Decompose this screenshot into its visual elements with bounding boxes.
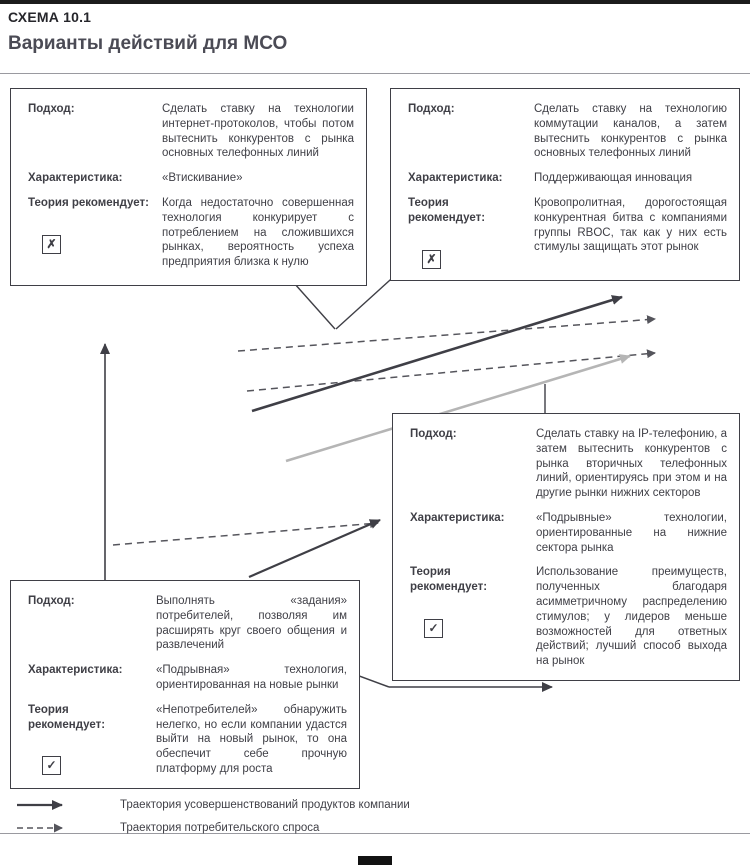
characteristic-value: Поддерживающая инновация [534, 172, 693, 185]
dashed-arrow-icon [16, 822, 74, 834]
characteristic-label: Характеристика: [28, 172, 123, 185]
characteristic-value: «Подрывная» технология, ориентированная на новые рынки [156, 664, 347, 691]
legend-row-solid [16, 794, 410, 815]
approach-value: Сделать ставку на IP-телефонию, а затем вытеснить конкурентов с рынка вторичных телефонных линий, ориентируясь при этом и на другие рынки нижних секторов [536, 428, 727, 500]
demand-dashed-arrow-upper-2 [247, 353, 655, 391]
approach-label: Подход: [28, 595, 75, 607]
check-checkbox-icon: ✓ [42, 756, 61, 775]
characteristic-row [408, 171, 727, 186]
characteristic-value: «Подрывные» технологии, ориентированные на нижние сектора рынка [536, 511, 727, 554]
theory-label: Теория рекомендует: [28, 196, 150, 209]
option-box-mid-right [392, 413, 740, 681]
page-title: Варианты действий для МСО [8, 33, 288, 54]
legend-solid-label: Траектория усовершенствований продуктов компании [120, 798, 410, 811]
scheme-number: СХЕМА 10.1 [8, 9, 92, 25]
characteristic-row [28, 663, 347, 693]
theory-row [408, 196, 727, 269]
approach-label: Подход: [408, 103, 455, 115]
connector-top-left-box [294, 283, 335, 329]
demand-dashed-arrow-upper-1 [238, 319, 655, 351]
approach-label: Подход: [28, 103, 75, 115]
theory-value: Когда недостаточно совершенная технология конкурирует с потреблением на сложившихся рынках, вероятность успеха предприятия близка к нулю [162, 196, 354, 269]
approach-row [410, 427, 727, 501]
demand-dashed-arrow-lower [113, 523, 378, 545]
legend-dashed-label: Траектория потребительского спроса [120, 821, 320, 834]
approach-value: Сделать ставку на технологию коммутации каналов, а затем вытеснить конкурентов с рынка основных телефонных линий [534, 103, 727, 160]
characteristic-label: Характеристика: [28, 664, 123, 677]
approach-value: Сделать ставку на технологии интернет-протоколов, чтобы потом вытеснить конкурентов с рынка основных телефонных линий [162, 103, 354, 160]
theory-label: Теория рекомендует: [28, 703, 106, 731]
legend-row-dashed [16, 817, 410, 838]
theory-value: Использование преимуществ, полученных благодаря асимметричному распределению стимулов; у лидеров меньше возможностей для ответных действий; лучший способ выхода на рынок [536, 566, 727, 668]
approach-row [28, 594, 347, 653]
legend [16, 794, 410, 840]
cross-checkbox-icon: ✗ [422, 250, 441, 269]
approach-row [408, 102, 727, 161]
approach-label: Подход: [410, 428, 457, 440]
characteristic-value: «Втискивание» [162, 172, 243, 185]
check-checkbox-icon: ✓ [424, 619, 443, 638]
option-box-top-left [10, 88, 367, 286]
improvement-arrow-lower [249, 520, 380, 577]
solid-arrow-icon [16, 799, 74, 811]
approach-row [28, 102, 354, 161]
theory-value: «Непотребителей» обнаружить нелегко, но если компании удастся выйти на новый рынок, то она обеспечит себе прочную платформу для роста [156, 703, 347, 775]
characteristic-label: Характеристика: [408, 172, 503, 185]
theory-row [410, 565, 727, 669]
option-box-bottom-left [10, 580, 360, 789]
characteristic-row [410, 511, 727, 555]
theory-row [28, 196, 354, 270]
theory-row [28, 703, 347, 777]
theory-label: Теория рекомендует: [408, 196, 486, 224]
theory-label: Теория рекомендует: [410, 566, 488, 594]
characteristic-label: Характеристика: [410, 511, 505, 524]
characteristic-row [28, 171, 354, 186]
theory-value: Кровопролитная, дорогостоящая конкурентная битва с компаниями группы RBOC, так как у них есть стимулы защищать этот рынок [534, 196, 727, 254]
improvement-arrow-upper [252, 297, 622, 411]
cross-checkbox-icon: ✗ [42, 235, 61, 254]
approach-value: Выполнять «задания» потребителей, позволяя им расширять круг своего общения и развлечений [156, 595, 347, 652]
option-box-top-right [390, 88, 740, 281]
